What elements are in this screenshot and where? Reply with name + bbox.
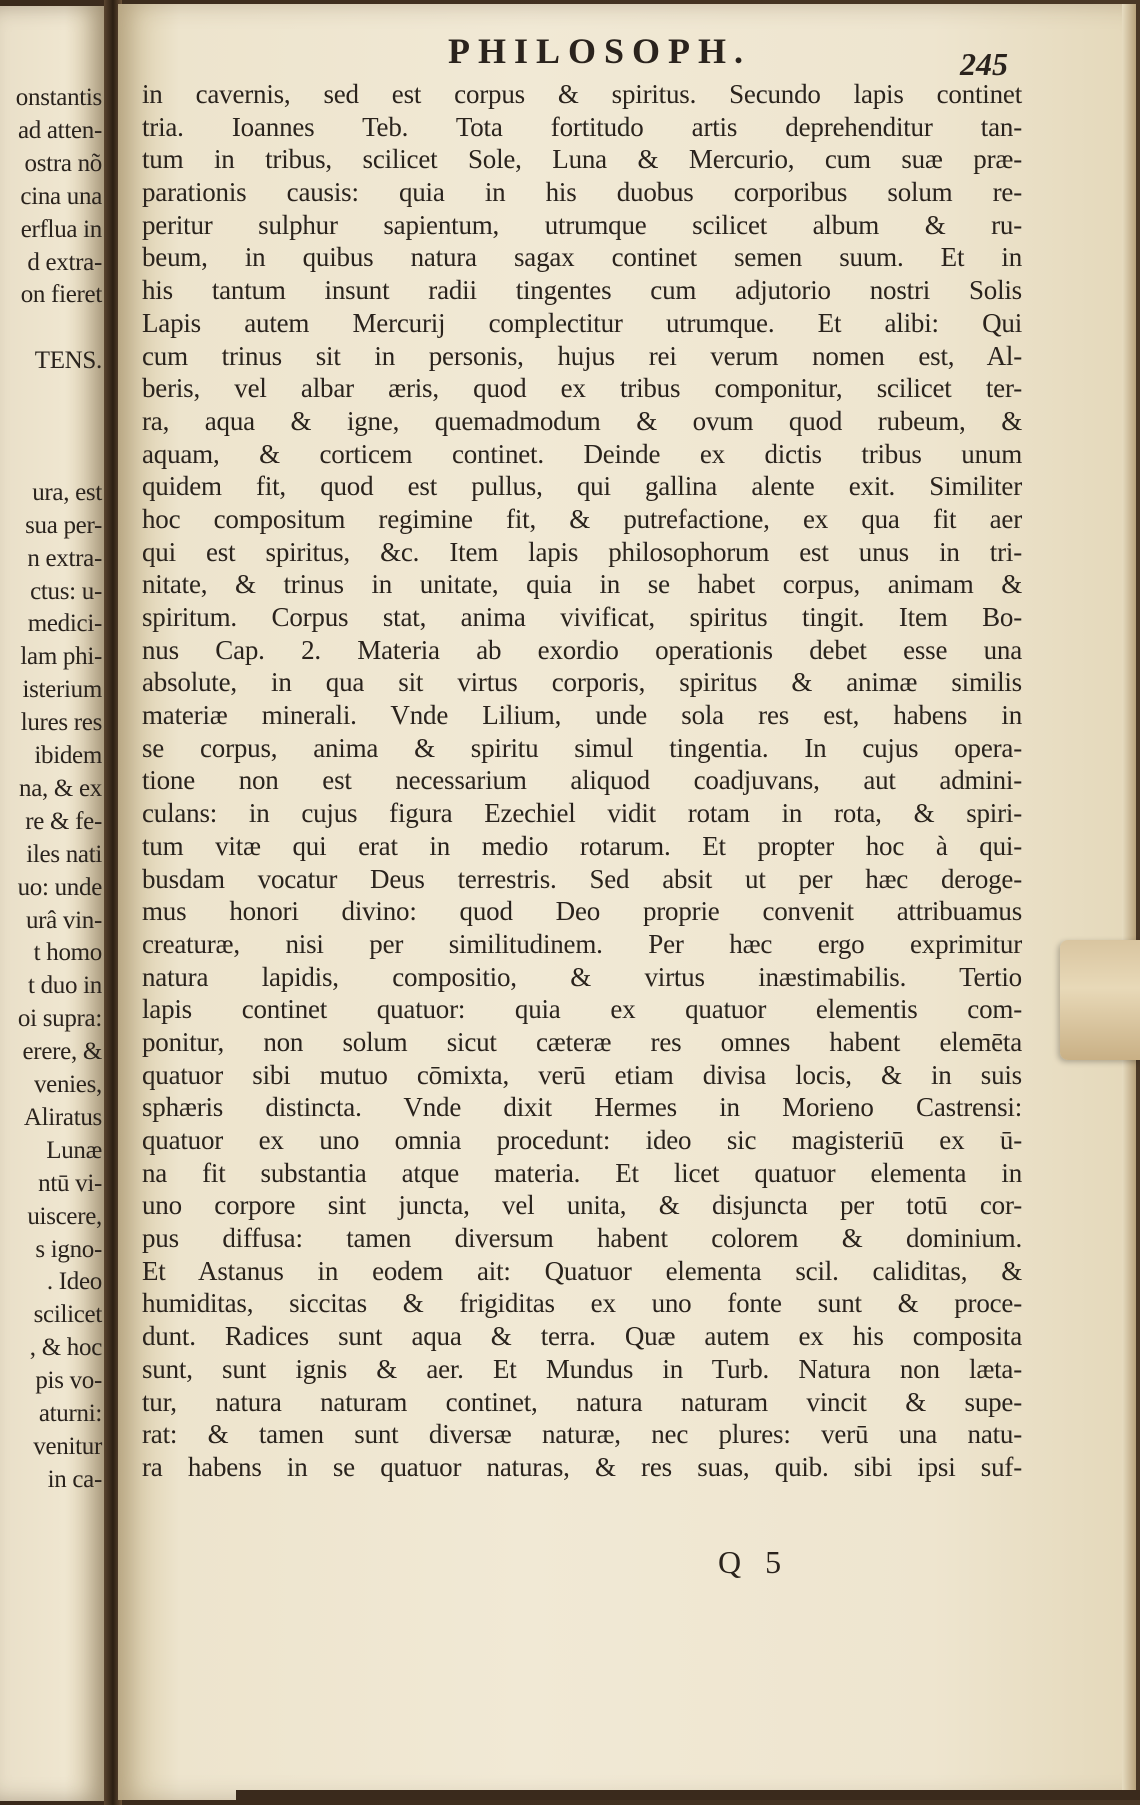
- text-line: beris, vel albar æris, quod ex tribus componitur, scilicet ter-: [142, 373, 1022, 404]
- page-edge: [1122, 4, 1136, 1800]
- text-line: creaturæ, nisi per similitudinem. Per hæc ergo exprimitur: [142, 928, 1022, 959]
- left-page-fragment: lures res: [20, 709, 102, 737]
- text-line: peritur sulphur sapientum, utrumque scilicet album & ru-: [142, 209, 1022, 240]
- signature-mark: Q 5: [718, 1544, 790, 1580]
- text-line: humiditas, siccitas & frigiditas ex uno fonte sunt & proce-: [142, 1288, 1022, 1319]
- left-page-fragment: cina una: [20, 182, 102, 210]
- text-line: busdam vocatur Deus terrestris. Sed absit ut per hæc deroge-: [142, 863, 1022, 894]
- text-line: sphæris distincta. Vnde dixit Hermes in Morieno Castrensi:: [142, 1092, 1022, 1123]
- page-number: 245: [960, 46, 1008, 82]
- text-line: qui est spiritus, &c. Item lapis philosophorum est unus in tri-: [142, 536, 1022, 567]
- paper-bookmark-tab: [1060, 940, 1140, 1060]
- left-page-fragment: ntū vi-: [38, 1169, 102, 1197]
- text-line: rat: & tamen sunt diversæ naturæ, nec plures: verū una natu-: [142, 1419, 1022, 1450]
- text-line: Lapis autem Mercurij complectitur utrumque. Et alibi: Qui: [142, 307, 1022, 338]
- left-page-fragment: aturni:: [38, 1400, 102, 1427]
- text-line: parationis causis: quia in his duobus corporibus solum re-: [142, 177, 1022, 208]
- left-page-fragment: erflua in: [20, 215, 102, 243]
- text-line: spiritum. Corpus stat, anima vivificat, spiritus tingit. Item Bo-: [142, 602, 1022, 632]
- text-line: in cavernis, sed est corpus & spiritus. Secundo lapis continet: [142, 79, 1022, 109]
- text-line: absolute, in qua sit virtus corporis, spiritus & animæ similis: [142, 667, 1022, 698]
- left-page-fragment: pis vo-: [35, 1367, 102, 1395]
- left-page-fragment: . Ideo: [46, 1268, 102, 1296]
- left-page-fragment: d extra-: [27, 248, 102, 276]
- text-line: beum, in quibus natura sagax continet semen suum. Et in: [142, 242, 1022, 273]
- left-page-fragment: erere, &: [22, 1038, 102, 1066]
- left-page-fragment: venies,: [33, 1071, 102, 1098]
- text-line: aquam, & corticem continet. Deinde ex dictis tribus unum: [142, 438, 1022, 469]
- running-head: PHILOSOPH.: [448, 31, 752, 71]
- text-line: culans: in cujus figura Ezechiel vidit rotam in rota, & spiri-: [142, 798, 1022, 829]
- left-page-fragment: ibidem: [34, 742, 102, 769]
- text-line: lapis continet quatuor: quia ex quatuor elementis com-: [142, 994, 1022, 1025]
- left-page-fragment: Aliratus: [23, 1103, 102, 1131]
- text-line: sunt, sunt ignis & aer. Et Mundus in Turb. Natura non læta-: [142, 1353, 1022, 1384]
- left-page-fragment: TENS.: [34, 347, 102, 375]
- left-page-fragment: onstantis: [15, 84, 102, 111]
- text-line: uno corpore sint juncta, vel unita, & disjuncta per totū cor-: [142, 1190, 1022, 1221]
- text-line: quatuor sibi mutuo cōmixta, verū etiam divisa locis, & in suis: [142, 1059, 1022, 1090]
- text-line: Et Astanus in eodem ait: Quatuor elementa scil. caliditas, &: [142, 1255, 1022, 1286]
- text-line: materiæ minerali. Vnde Lilium, unde sola res est, habens in: [142, 700, 1022, 731]
- left-page-fragment: , & hoc: [29, 1334, 102, 1362]
- left-page-fragment: ad atten-: [17, 116, 102, 144]
- left-page-fragment: oi supra:: [17, 1005, 102, 1033]
- left-page-fragment: ctus: u-: [30, 577, 102, 605]
- left-page-fragment: t homo: [33, 939, 102, 967]
- text-line: tria. Ioannes Teb. Tota fortitudo artis deprehenditur tan-: [142, 111, 1022, 142]
- text-line: quatuor ex uno omnia procedunt: ideo sic magisteriū ex ū-: [142, 1125, 1022, 1155]
- text-line: his tantum insunt radii tingentes cum adjutorio nostri Solis: [142, 275, 1022, 306]
- left-page-fragment: Lunæ: [46, 1136, 102, 1164]
- left-page-fragment: lam phi-: [20, 643, 102, 671]
- left-page-fragment: scilicet: [33, 1301, 102, 1329]
- left-page-fragment: re & fe-: [25, 807, 102, 835]
- left-facing-page: [0, 6, 108, 1801]
- text-line: quidem fit, quod est pullus, qui gallina alente exit. Similiter: [142, 471, 1022, 502]
- text-line: cum trinus sit in personis, hujus rei verum nomen est, Al-: [142, 340, 1022, 371]
- text-line: ponitur, non solum sicut cæteræ res omnes habent elemēta: [142, 1026, 1022, 1057]
- text-line: ra, aqua & igne, quemadmodum & ovum quod rubeum, &: [142, 405, 1022, 436]
- left-page-fragment: uiscere,: [27, 1202, 102, 1230]
- left-page-fragment: s igno-: [35, 1235, 102, 1263]
- left-page-fragment: urâ vin-: [25, 906, 102, 934]
- left-page-fragment: venitur: [33, 1432, 102, 1460]
- left-page-fragment: in ca-: [47, 1465, 102, 1493]
- left-page-fragment: on fieret: [20, 281, 102, 309]
- text-line: tum in tribus, scilicet Sole, Luna & Mercurio, cum suæ præ-: [142, 144, 1022, 175]
- body-text: [142, 78, 1022, 1484]
- text-line: hoc compositum regimine fit, & putrefactione, ex qua fit aer: [142, 503, 1022, 534]
- left-page-fragment: na, & ex: [19, 774, 102, 802]
- left-page-fragment: ura, est: [32, 478, 102, 506]
- text-line: tum vitæ qui erat in medio rotarum. Et propter hoc à qui-: [142, 830, 1022, 861]
- text-line: pus diffusa: tamen diversum habent colorem & dominium.: [142, 1223, 1022, 1254]
- text-line: nus Cap. 2. Materia ab exordio operationis debet esse una: [142, 634, 1022, 665]
- text-line: mus honori divino: quod Deo proprie convenit attribuamus: [142, 896, 1022, 927]
- text-line: dunt. Radices sunt aqua & terra. Quæ autem ex his composita: [142, 1321, 1022, 1352]
- left-page-fragment: ostra nõ: [24, 149, 102, 177]
- text-line: se corpus, anima & spiritu simul tingentia. In cujus opera-: [142, 732, 1022, 763]
- left-page-fragment: iles nati: [26, 840, 102, 868]
- left-page-fragment: medici-: [27, 610, 102, 638]
- left-page-fragment: t duo in: [28, 972, 102, 1000]
- text-line: ra habens in se quatuor naturas, & res suas, quib. sibi ipsi suf-: [142, 1451, 1022, 1482]
- text-line: tur, natura naturam continet, natura naturam vincit & supe-: [142, 1386, 1022, 1417]
- bottom-shadow: [236, 1790, 1140, 1800]
- text-line: nitate, & trinus in unitate, quia in se habet corpus, animam &: [142, 569, 1022, 600]
- left-page-fragment: uo: unde: [17, 873, 102, 901]
- left-page-fragment: n extra-: [27, 544, 102, 572]
- main-page: [118, 4, 1136, 1800]
- left-page-fragment: sua per-: [25, 511, 102, 539]
- text-line: natura lapidis, compositio, & virtus inæstimabilis. Tertio: [142, 961, 1022, 992]
- left-page-fragment: isterium: [22, 676, 102, 704]
- text-line: na fit substantia atque materia. Et licet quatuor elementa in: [142, 1157, 1022, 1188]
- text-line: tione non est necessarium aliquod coadjuvans, aut admini-: [142, 765, 1022, 796]
